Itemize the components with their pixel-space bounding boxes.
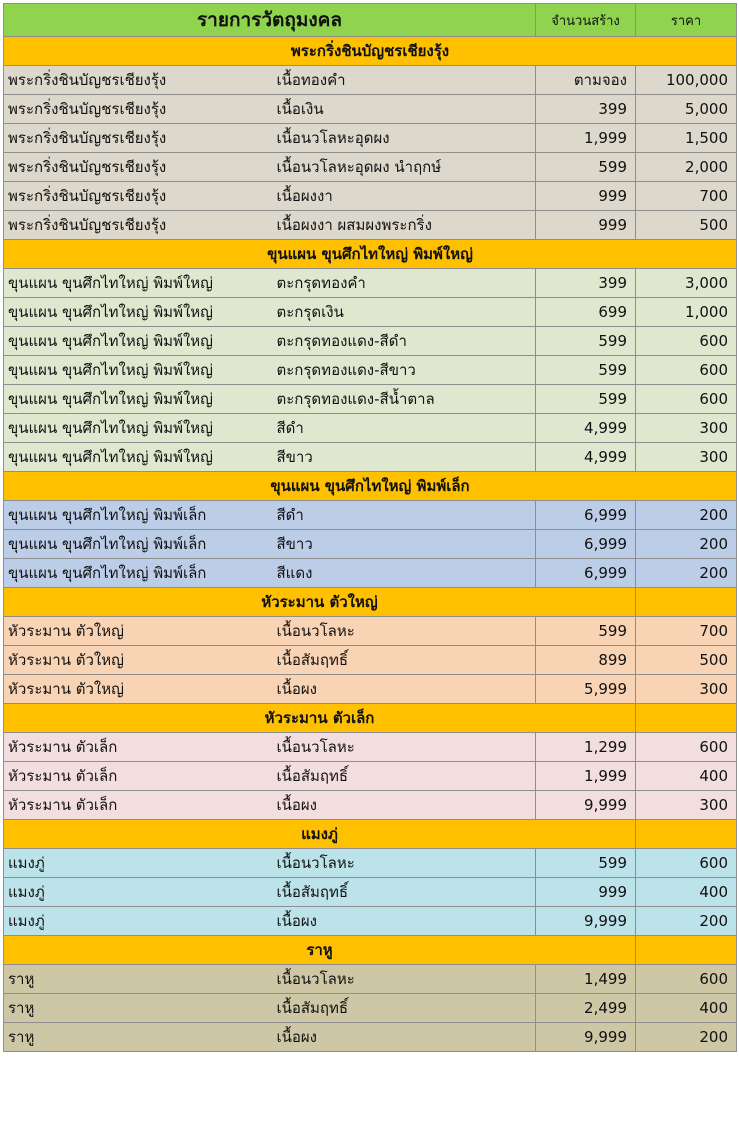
item-quantity: 4,999: [536, 414, 636, 443]
item-name: หัวระมาน ตัวใหญ่: [4, 617, 267, 646]
item-price: 1,500: [636, 124, 737, 153]
table-row: [4, 356, 737, 385]
table-row: [4, 1023, 737, 1052]
item-name: หัวระมาน ตัวเล็ก: [4, 791, 267, 820]
amulet-price-table: [3, 3, 737, 1052]
item-variant: ตะกรุดทองแดง-สีดำ: [267, 327, 536, 356]
section-title: หัวระมาน ตัวใหญ่: [4, 588, 636, 617]
item-name: ขุนแผน ขุนศึกไทใหญ่ พิมพ์เล็ก: [4, 530, 267, 559]
section-header-row: [4, 936, 737, 965]
section-header-row: [4, 240, 737, 269]
table-row: [4, 994, 737, 1023]
item-variant: ตะกรุดทองแดง-สีน้ำตาล: [267, 385, 536, 414]
item-name: หัวระมาน ตัวใหญ่: [4, 675, 267, 704]
item-quantity: 9,999: [536, 791, 636, 820]
item-price: 100,000: [636, 66, 737, 95]
table-row: [4, 675, 737, 704]
item-name: ขุนแผน ขุนศึกไทใหญ่ พิมพ์เล็ก: [4, 501, 267, 530]
item-variant: เนื้อนวโลหะ: [267, 733, 536, 762]
item-quantity: 599: [536, 385, 636, 414]
item-variant: เนื้อนวโลหะอุดผง นำฤกษ์: [267, 153, 536, 182]
item-price: 200: [636, 530, 737, 559]
table-row: [4, 298, 737, 327]
table-row: [4, 907, 737, 936]
item-name: หัวระมาน ตัวเล็ก: [4, 733, 267, 762]
item-name: แมงภู่: [4, 907, 267, 936]
item-name: พระกริ่งชินบัญชรเชียงรุ้ง: [4, 95, 267, 124]
item-price: 300: [636, 675, 737, 704]
item-quantity: 599: [536, 617, 636, 646]
section-empty-cell: [636, 704, 737, 733]
qty-column-header: จำนวนสร้าง: [536, 4, 636, 37]
item-variant: สีขาว: [267, 530, 536, 559]
item-name: ราหู: [4, 994, 267, 1023]
item-quantity: 9,999: [536, 907, 636, 936]
item-price: 200: [636, 501, 737, 530]
item-variant: เนื้อผงงา ผสมผงพระกริ่ง: [267, 211, 536, 240]
item-quantity: 999: [536, 182, 636, 211]
item-variant: เนื้อนวโลหะ: [267, 965, 536, 994]
item-variant: ตะกรุดเงิน: [267, 298, 536, 327]
item-quantity: 1,999: [536, 762, 636, 791]
item-name: พระกริ่งชินบัญชรเชียงรุ้ง: [4, 66, 267, 95]
item-name: พระกริ่งชินบัญชรเชียงรุ้ง: [4, 182, 267, 211]
table-row: [4, 414, 737, 443]
table-row: [4, 501, 737, 530]
item-name: ราหู: [4, 965, 267, 994]
item-quantity: 599: [536, 849, 636, 878]
item-quantity: 699: [536, 298, 636, 327]
table-row: [4, 66, 737, 95]
item-quantity: 1,299: [536, 733, 636, 762]
table-row: [4, 124, 737, 153]
item-price: 600: [636, 849, 737, 878]
item-quantity: 6,999: [536, 530, 636, 559]
section-title: ขุนแผน ขุนศึกไทใหญ่ พิมพ์เล็ก: [4, 472, 737, 501]
item-price: 600: [636, 733, 737, 762]
item-variant: ตะกรุดทองแดง-สีขาว: [267, 356, 536, 385]
item-quantity: 6,999: [536, 559, 636, 588]
section-title: หัวระมาน ตัวเล็ก: [4, 704, 636, 733]
item-quantity: 1,499: [536, 965, 636, 994]
item-variant: เนื้อนวโลหะ: [267, 617, 536, 646]
item-variant: ตะกรุดทองคำ: [267, 269, 536, 298]
item-price: 3,000: [636, 269, 737, 298]
section-empty-cell: [636, 588, 737, 617]
item-variant: เนื้อทองคำ: [267, 66, 536, 95]
item-price: 600: [636, 385, 737, 414]
section-title: ขุนแผน ขุนศึกไทใหญ่ พิมพ์ใหญ่: [4, 240, 737, 269]
item-name: หัวระมาน ตัวใหญ่: [4, 646, 267, 675]
item-price: 600: [636, 356, 737, 385]
item-quantity: 599: [536, 327, 636, 356]
item-quantity: 5,999: [536, 675, 636, 704]
item-quantity: 399: [536, 95, 636, 124]
item-quantity: 2,499: [536, 994, 636, 1023]
item-name: ขุนแผน ขุนศึกไทใหญ่ พิมพ์ใหญ่: [4, 443, 267, 472]
section-title: ราหู: [4, 936, 636, 965]
item-name: พระกริ่งชินบัญชรเชียงรุ้ง: [4, 153, 267, 182]
item-price: 600: [636, 327, 737, 356]
table-row: [4, 211, 737, 240]
table-row: [4, 269, 737, 298]
item-variant: เนื้อสัมฤทธิ์: [267, 994, 536, 1023]
table-row: [4, 762, 737, 791]
item-price: 500: [636, 646, 737, 675]
item-variant: เนื้อผง: [267, 675, 536, 704]
section-header-row: [4, 472, 737, 501]
table-row: [4, 327, 737, 356]
item-name: ขุนแผน ขุนศึกไทใหญ่ พิมพ์ใหญ่: [4, 385, 267, 414]
item-price: 5,000: [636, 95, 737, 124]
item-variant: เนื้อเงิน: [267, 95, 536, 124]
item-variant: เนื้อสัมฤทธิ์: [267, 762, 536, 791]
item-variant: สีดำ: [267, 501, 536, 530]
item-price: 700: [636, 617, 737, 646]
item-variant: เนื้อผง: [267, 907, 536, 936]
table-row: [4, 965, 737, 994]
table-row: [4, 878, 737, 907]
item-quantity: 6,999: [536, 501, 636, 530]
section-title: แมงภู่: [4, 820, 636, 849]
item-variant: สีดำ: [267, 414, 536, 443]
item-price: 300: [636, 414, 737, 443]
item-name: พระกริ่งชินบัญชรเชียงรุ้ง: [4, 124, 267, 153]
table-row: [4, 559, 737, 588]
item-quantity: 399: [536, 269, 636, 298]
table-row: [4, 791, 737, 820]
item-name: ขุนแผน ขุนศึกไทใหญ่ พิมพ์ใหญ่: [4, 298, 267, 327]
section-header-row: [4, 588, 737, 617]
item-price: 1,000: [636, 298, 737, 327]
table-row: [4, 849, 737, 878]
section-empty-cell: [636, 936, 737, 965]
item-quantity: 999: [536, 878, 636, 907]
item-price: 400: [636, 878, 737, 907]
header-row: [4, 4, 737, 37]
item-name: ขุนแผน ขุนศึกไทใหญ่ พิมพ์ใหญ่: [4, 414, 267, 443]
item-price: 400: [636, 994, 737, 1023]
item-name: แมงภู่: [4, 849, 267, 878]
item-price: 2,000: [636, 153, 737, 182]
item-price: 500: [636, 211, 737, 240]
item-quantity: 1,999: [536, 124, 636, 153]
item-price: 700: [636, 182, 737, 211]
item-quantity: 999: [536, 211, 636, 240]
item-variant: สีแดง: [267, 559, 536, 588]
item-name: แมงภู่: [4, 878, 267, 907]
table-row: [4, 385, 737, 414]
item-quantity: 599: [536, 153, 636, 182]
section-header-row: [4, 704, 737, 733]
item-variant: เนื้อนวโลหะอุดผง: [267, 124, 536, 153]
item-variant: เนื้อนวโลหะ: [267, 849, 536, 878]
table-row: [4, 646, 737, 675]
item-variant: เนื้อผง: [267, 791, 536, 820]
item-price: 600: [636, 965, 737, 994]
item-quantity: 9,999: [536, 1023, 636, 1052]
table-row: [4, 443, 737, 472]
table-row: [4, 530, 737, 559]
item-quantity: 599: [536, 356, 636, 385]
item-name: ขุนแผน ขุนศึกไทใหญ่ พิมพ์เล็ก: [4, 559, 267, 588]
item-price: 200: [636, 1023, 737, 1052]
item-quantity: 899: [536, 646, 636, 675]
item-variant: สีขาว: [267, 443, 536, 472]
price-column-header: ราคา: [636, 4, 737, 37]
item-variant: เนื้อผง: [267, 1023, 536, 1052]
item-price: 200: [636, 907, 737, 936]
item-quantity: 4,999: [536, 443, 636, 472]
item-price: 200: [636, 559, 737, 588]
item-name: หัวระมาน ตัวเล็ก: [4, 762, 267, 791]
item-variant: เนื้อสัมฤทธิ์: [267, 878, 536, 907]
table-row: [4, 95, 737, 124]
table-title: รายการวัตถุมงคล: [4, 4, 536, 37]
table-row: [4, 153, 737, 182]
section-empty-cell: [636, 820, 737, 849]
item-variant: เนื้อสัมฤทธิ์: [267, 646, 536, 675]
item-name: ขุนแผน ขุนศึกไทใหญ่ พิมพ์ใหญ่: [4, 356, 267, 385]
item-variant: เนื้อผงงา: [267, 182, 536, 211]
item-quantity: ตามจอง: [536, 66, 636, 95]
item-name: ขุนแผน ขุนศึกไทใหญ่ พิมพ์ใหญ่: [4, 269, 267, 298]
section-header-row: [4, 37, 737, 66]
table-body: [4, 4, 737, 1052]
section-header-row: [4, 820, 737, 849]
item-price: 300: [636, 791, 737, 820]
item-name: ราหู: [4, 1023, 267, 1052]
item-name: พระกริ่งชินบัญชรเชียงรุ้ง: [4, 211, 267, 240]
table-row: [4, 733, 737, 762]
section-title: พระกริ่งชินบัญชรเชียงรุ้ง: [4, 37, 737, 66]
table-row: [4, 182, 737, 211]
table-row: [4, 617, 737, 646]
item-price: 300: [636, 443, 737, 472]
item-price: 400: [636, 762, 737, 791]
item-name: ขุนแผน ขุนศึกไทใหญ่ พิมพ์ใหญ่: [4, 327, 267, 356]
